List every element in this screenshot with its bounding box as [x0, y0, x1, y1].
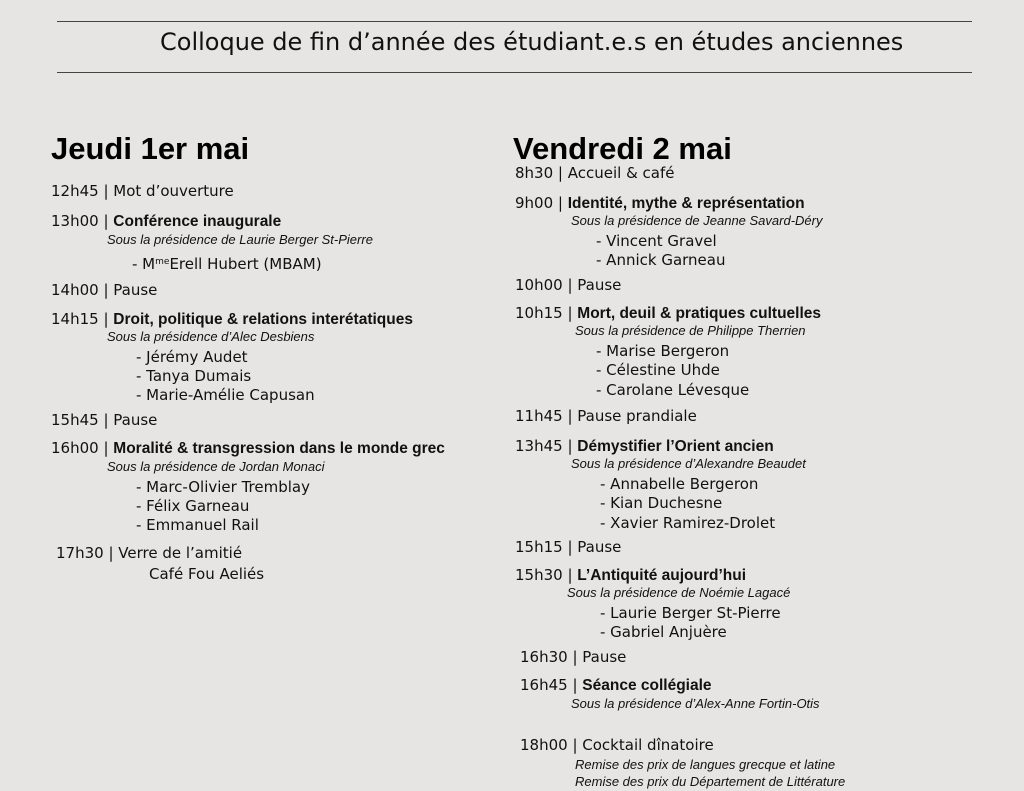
presidency: Sous la présidence de Noémie Lagacé — [567, 585, 791, 600]
time: 15h45 | — [51, 411, 114, 429]
session-title: Mort, deuil & pratiques cultuelles — [577, 305, 822, 322]
speaker: - Marc-Olivier Tremblay — [136, 478, 310, 496]
item-label: Mot d’ouverture — [113, 182, 234, 200]
speaker: - Laurie Berger St-Pierre — [600, 604, 781, 622]
session — [51, 310, 413, 329]
venue: Café Fou Aeliés — [149, 565, 265, 583]
speaker: - Annabelle Bergeron — [600, 475, 759, 493]
title-rule — [57, 72, 972, 73]
schedule-item — [51, 411, 157, 429]
item-label: Accueil & café — [567, 164, 675, 182]
schedule-item — [520, 736, 714, 754]
award-note: Remise des prix de langues grecque et latine — [575, 757, 836, 772]
speaker: - Jérémy Audet — [136, 348, 248, 366]
session — [520, 676, 712, 695]
speaker: - Gabriel Anjuère — [600, 623, 727, 641]
speaker: - Emmanuel Rail — [136, 516, 259, 534]
schedule-item — [56, 544, 242, 562]
speaker: - Vincent Gravel — [596, 232, 717, 250]
session-title: Démystifier l’Orient ancien — [577, 438, 774, 455]
speaker: - Tanya Dumais — [136, 367, 252, 385]
top-rule — [57, 21, 972, 22]
session — [515, 194, 805, 213]
time: 13h00 | — [51, 212, 114, 230]
time: 12h45 | — [51, 182, 114, 200]
day-heading-thursday: Jeudi 1er mai — [51, 131, 250, 166]
time: 15h15 | — [515, 538, 578, 556]
presidency: Sous la présidence de Laurie Berger St-Pierre — [107, 232, 373, 247]
session — [515, 566, 746, 585]
item-label: Pause — [113, 411, 158, 429]
speaker: - Annick Garneau — [596, 251, 726, 269]
speaker-name: Erell Hubert (MBAM) — [169, 255, 322, 273]
presidency: Sous la présidence de Philippe Therrien — [575, 323, 806, 338]
session — [51, 439, 445, 458]
time: 11h45 | — [515, 407, 578, 425]
time: 10h15 | — [515, 304, 578, 322]
session — [51, 212, 281, 231]
session-title: Conférence inaugurale — [113, 213, 282, 230]
item-label: Cocktail dînatoire — [582, 736, 714, 754]
speaker: - Marise Bergeron — [596, 342, 730, 360]
speaker-prefix: - M — [132, 255, 156, 273]
speaker: - Célestine Uhde — [596, 361, 720, 379]
speaker: - Kian Duchesne — [600, 494, 723, 512]
time: 14h15 | — [51, 310, 114, 328]
session-title: L’Antiquité aujourd’hui — [577, 567, 747, 584]
schedule-item — [515, 407, 697, 425]
speaker: - Marie-Amélie Capusan — [136, 386, 315, 404]
time: 15h30 | — [515, 566, 578, 584]
time: 13h45 | — [515, 437, 578, 455]
schedule-item — [515, 164, 674, 182]
time: 18h00 | — [520, 736, 583, 754]
time: 16h00 | — [51, 439, 114, 457]
session — [515, 437, 774, 456]
time: 16h45 | — [520, 676, 583, 694]
day-heading-friday: Vendredi 2 mai — [513, 131, 732, 166]
schedule-item — [515, 276, 621, 294]
time: 10h00 | — [515, 276, 578, 294]
session-title: Identité, mythe & représentation — [567, 195, 805, 212]
time: 9h00 | — [515, 194, 568, 212]
schedule-item — [51, 182, 234, 200]
session — [515, 304, 821, 323]
item-label: Pause — [113, 281, 158, 299]
presidency: Sous la présidence d’Alexandre Beaudet — [571, 456, 806, 471]
item-label: Verre de l’amitié — [118, 544, 243, 562]
speaker-title-sup: me — [155, 257, 170, 267]
session-title: Droit, politique & relations interétatiques — [113, 311, 413, 328]
item-label: Pause prandiale — [577, 407, 697, 425]
presidency: Sous la présidence d’Alec Desbiens — [107, 329, 315, 344]
presidency: Sous la présidence de Jeanne Savard-Déry — [571, 213, 823, 228]
schedule-item — [520, 648, 626, 666]
schedule-item — [51, 281, 157, 299]
time: 14h00 | — [51, 281, 114, 299]
speaker — [132, 253, 322, 273]
item-label: Pause — [577, 276, 622, 294]
presidency: Sous la présidence d’Alex-Anne Fortin-Otis — [571, 696, 820, 711]
time: 17h30 | — [56, 544, 119, 562]
speaker: - Carolane Lévesque — [596, 381, 750, 399]
time: 8h30 | — [515, 164, 568, 182]
speaker: - Xavier Ramirez-Drolet — [600, 514, 776, 532]
session-title: Moralité & transgression dans le monde grec — [113, 440, 445, 457]
speaker: - Félix Garneau — [136, 497, 250, 515]
time: 16h30 | — [520, 648, 583, 666]
item-label: Pause — [577, 538, 622, 556]
schedule-item — [515, 538, 621, 556]
item-label: Pause — [582, 648, 627, 666]
award-note: Remise des prix du Département de Littérature — [575, 774, 846, 789]
page-title: Colloque de fin d’année des étudiant.e.s en études anciennes — [160, 28, 904, 56]
session-title: Séance collégiale — [582, 677, 712, 694]
presidency: Sous la présidence de Jordan Monaci — [107, 459, 325, 474]
